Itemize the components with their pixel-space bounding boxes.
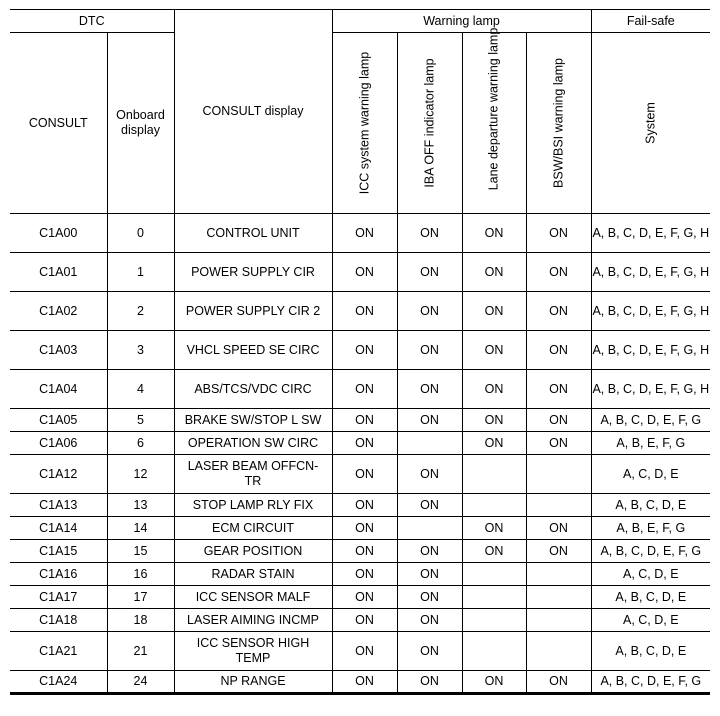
cell-fail-safe-system: A, B, C, D, E, F, G <box>591 671 710 694</box>
cell-lane-departure-warning-lamp <box>462 563 526 586</box>
cell-iba-off-indicator-lamp: ON <box>397 409 462 432</box>
cell-icc-system-warning-lamp: ON <box>332 214 397 253</box>
cell-lane-departure-warning-lamp <box>462 586 526 609</box>
cell-fail-safe-system: A, B, E, F, G <box>591 432 710 455</box>
table-row <box>10 409 710 432</box>
header-lane-departure-warning-lamp: Lane departure warning lamp <box>462 33 526 214</box>
header-dtc: DTC <box>10 10 174 33</box>
cell-bsw-bsi-warning-lamp: ON <box>526 671 591 694</box>
cell-iba-off-indicator-lamp: ON <box>397 253 462 292</box>
cell-consult: C1A14 <box>10 517 107 540</box>
cell-bsw-bsi-warning-lamp: ON <box>526 253 591 292</box>
cell-iba-off-indicator-lamp: ON <box>397 331 462 370</box>
cell-fail-safe-system: A, C, D, E <box>591 609 710 632</box>
cell-icc-system-warning-lamp: ON <box>332 671 397 694</box>
cell-consult-display: ICC SENSOR HIGH TEMP <box>174 632 332 671</box>
cell-onboard-display: 4 <box>107 370 174 409</box>
cell-icc-system-warning-lamp: ON <box>332 632 397 671</box>
cell-icc-system-warning-lamp: ON <box>332 609 397 632</box>
cell-consult-display: OPERATION SW CIRC <box>174 432 332 455</box>
header-icc-system-warning-lamp: ICC system warning lamp <box>332 33 397 214</box>
cell-iba-off-indicator-lamp: ON <box>397 563 462 586</box>
cell-iba-off-indicator-lamp <box>397 517 462 540</box>
cell-consult-display: LASER AIMING INCMP <box>174 609 332 632</box>
cell-iba-off-indicator-lamp: ON <box>397 214 462 253</box>
cell-icc-system-warning-lamp: ON <box>332 370 397 409</box>
cell-lane-departure-warning-lamp: ON <box>462 331 526 370</box>
cell-bsw-bsi-warning-lamp: ON <box>526 370 591 409</box>
table-row <box>10 586 710 609</box>
dtc-table <box>10 9 710 695</box>
cell-fail-safe-system: A, B, C, D, E, F, G <box>591 540 710 563</box>
header-iba-off-indicator-lamp: IBA OFF indicator lamp <box>397 33 462 214</box>
cell-consult: C1A17 <box>10 586 107 609</box>
cell-icc-system-warning-lamp: ON <box>332 563 397 586</box>
cell-iba-off-indicator-lamp: ON <box>397 494 462 517</box>
cell-bsw-bsi-warning-lamp <box>526 632 591 671</box>
cell-consult-display: CONTROL UNIT <box>174 214 332 253</box>
table-row <box>10 540 710 563</box>
header-consult-display: CONSULT display <box>174 10 332 214</box>
cell-consult: C1A00 <box>10 214 107 253</box>
cell-iba-off-indicator-lamp: ON <box>397 671 462 694</box>
cell-icc-system-warning-lamp: ON <box>332 540 397 563</box>
table-row <box>10 563 710 586</box>
cell-lane-departure-warning-lamp: ON <box>462 432 526 455</box>
cell-lane-departure-warning-lamp: ON <box>462 214 526 253</box>
cell-lane-departure-warning-lamp <box>462 609 526 632</box>
cell-lane-departure-warning-lamp: ON <box>462 671 526 694</box>
cell-consult-display: RADAR STAIN <box>174 563 332 586</box>
cell-iba-off-indicator-lamp: ON <box>397 540 462 563</box>
cell-iba-off-indicator-lamp: ON <box>397 455 462 494</box>
cell-onboard-display: 15 <box>107 540 174 563</box>
cell-consult-display: POWER SUPPLY CIR <box>174 253 332 292</box>
cell-lane-departure-warning-lamp: ON <box>462 409 526 432</box>
cell-onboard-display: 1 <box>107 253 174 292</box>
cell-consult-display: ICC SENSOR MALF <box>174 586 332 609</box>
cell-bsw-bsi-warning-lamp: ON <box>526 292 591 331</box>
cell-onboard-display: 17 <box>107 586 174 609</box>
table-row <box>10 292 710 331</box>
cell-bsw-bsi-warning-lamp <box>526 494 591 517</box>
cell-consult-display: LASER BEAM OFFCN-TR <box>174 455 332 494</box>
cell-lane-departure-warning-lamp: ON <box>462 370 526 409</box>
cell-fail-safe-system: A, B, C, D, E, F, G, H <box>591 253 710 292</box>
cell-consult: C1A16 <box>10 563 107 586</box>
cell-lane-departure-warning-lamp: ON <box>462 540 526 563</box>
cell-fail-safe-system: A, B, C, D, E, F, G, H <box>591 370 710 409</box>
table-row <box>10 671 710 694</box>
cell-onboard-display: 6 <box>107 432 174 455</box>
header-consult: CONSULT <box>10 33 107 214</box>
cell-fail-safe-system: A, B, C, D, E, F, G, H <box>591 214 710 253</box>
cell-fail-safe-system: A, B, C, D, E <box>591 586 710 609</box>
cell-iba-off-indicator-lamp: ON <box>397 586 462 609</box>
table-row <box>10 331 710 370</box>
cell-consult-display: POWER SUPPLY CIR 2 <box>174 292 332 331</box>
cell-iba-off-indicator-lamp: ON <box>397 292 462 331</box>
cell-fail-safe-system: A, B, C, D, E, F, G, H <box>591 292 710 331</box>
cell-onboard-display: 3 <box>107 331 174 370</box>
cell-fail-safe-system: A, C, D, E <box>591 563 710 586</box>
cell-bsw-bsi-warning-lamp <box>526 609 591 632</box>
cell-onboard-display: 0 <box>107 214 174 253</box>
cell-consult: C1A12 <box>10 455 107 494</box>
cell-icc-system-warning-lamp: ON <box>332 586 397 609</box>
cell-consult: C1A06 <box>10 432 107 455</box>
cell-consult: C1A24 <box>10 671 107 694</box>
cell-consult-display: ABS/TCS/VDC CIRC <box>174 370 332 409</box>
cell-bsw-bsi-warning-lamp <box>526 455 591 494</box>
cell-iba-off-indicator-lamp: ON <box>397 632 462 671</box>
cell-fail-safe-system: A, B, E, F, G <box>591 517 710 540</box>
cell-bsw-bsi-warning-lamp: ON <box>526 409 591 432</box>
table-row <box>10 432 710 455</box>
cell-consult: C1A13 <box>10 494 107 517</box>
cell-bsw-bsi-warning-lamp <box>526 586 591 609</box>
cell-icc-system-warning-lamp: ON <box>332 292 397 331</box>
table-body <box>10 214 710 694</box>
header-system: System <box>591 33 710 214</box>
cell-lane-departure-warning-lamp <box>462 494 526 517</box>
cell-consult-display: VHCL SPEED SE CIRC <box>174 331 332 370</box>
cell-icc-system-warning-lamp: ON <box>332 517 397 540</box>
cell-lane-departure-warning-lamp <box>462 632 526 671</box>
table-row <box>10 455 710 494</box>
cell-onboard-display: 2 <box>107 292 174 331</box>
cell-onboard-display: 14 <box>107 517 174 540</box>
cell-consult: C1A15 <box>10 540 107 563</box>
cell-consult: C1A01 <box>10 253 107 292</box>
table-row <box>10 494 710 517</box>
cell-icc-system-warning-lamp: ON <box>332 253 397 292</box>
cell-onboard-display: 24 <box>107 671 174 694</box>
header-onboard-display: Onboard display <box>107 33 174 214</box>
cell-icc-system-warning-lamp: ON <box>332 494 397 517</box>
cell-consult-display: BRAKE SW/STOP L SW <box>174 409 332 432</box>
cell-bsw-bsi-warning-lamp: ON <box>526 331 591 370</box>
cell-icc-system-warning-lamp: ON <box>332 409 397 432</box>
header-bsw-bsi-warning-lamp: BSW/BSI warning lamp <box>526 33 591 214</box>
cell-iba-off-indicator-lamp <box>397 432 462 455</box>
cell-lane-departure-warning-lamp: ON <box>462 292 526 331</box>
cell-consult-display: GEAR POSITION <box>174 540 332 563</box>
cell-onboard-display: 16 <box>107 563 174 586</box>
cell-onboard-display: 13 <box>107 494 174 517</box>
cell-iba-off-indicator-lamp: ON <box>397 370 462 409</box>
cell-fail-safe-system: A, B, C, D, E <box>591 632 710 671</box>
cell-consult-display: NP RANGE <box>174 671 332 694</box>
cell-consult: C1A03 <box>10 331 107 370</box>
table-row <box>10 214 710 253</box>
table-row <box>10 370 710 409</box>
cell-onboard-display: 21 <box>107 632 174 671</box>
header-fail-safe: Fail-safe <box>591 10 710 33</box>
cell-bsw-bsi-warning-lamp: ON <box>526 517 591 540</box>
cell-icc-system-warning-lamp: ON <box>332 455 397 494</box>
cell-iba-off-indicator-lamp: ON <box>397 609 462 632</box>
cell-fail-safe-system: A, B, C, D, E <box>591 494 710 517</box>
cell-onboard-display: 12 <box>107 455 174 494</box>
cell-consult: C1A05 <box>10 409 107 432</box>
cell-lane-departure-warning-lamp: ON <box>462 517 526 540</box>
cell-icc-system-warning-lamp: ON <box>332 432 397 455</box>
header-warning-lamp: Warning lamp <box>332 10 591 33</box>
cell-onboard-display: 18 <box>107 609 174 632</box>
cell-consult-display: STOP LAMP RLY FIX <box>174 494 332 517</box>
cell-consult-display: ECM CIRCUIT <box>174 517 332 540</box>
table-row <box>10 253 710 292</box>
cell-consult: C1A18 <box>10 609 107 632</box>
cell-icc-system-warning-lamp: ON <box>332 331 397 370</box>
cell-fail-safe-system: A, B, C, D, E, F, G <box>591 409 710 432</box>
table-row <box>10 632 710 671</box>
cell-bsw-bsi-warning-lamp: ON <box>526 540 591 563</box>
cell-bsw-bsi-warning-lamp <box>526 563 591 586</box>
cell-consult: C1A21 <box>10 632 107 671</box>
table-row <box>10 609 710 632</box>
cell-consult: C1A04 <box>10 370 107 409</box>
cell-fail-safe-system: A, B, C, D, E, F, G, H <box>591 331 710 370</box>
table-row <box>10 517 710 540</box>
cell-consult: C1A02 <box>10 292 107 331</box>
cell-onboard-display: 5 <box>107 409 174 432</box>
cell-fail-safe-system: A, C, D, E <box>591 455 710 494</box>
cell-bsw-bsi-warning-lamp: ON <box>526 432 591 455</box>
cell-lane-departure-warning-lamp: ON <box>462 253 526 292</box>
cell-bsw-bsi-warning-lamp: ON <box>526 214 591 253</box>
cell-lane-departure-warning-lamp <box>462 455 526 494</box>
